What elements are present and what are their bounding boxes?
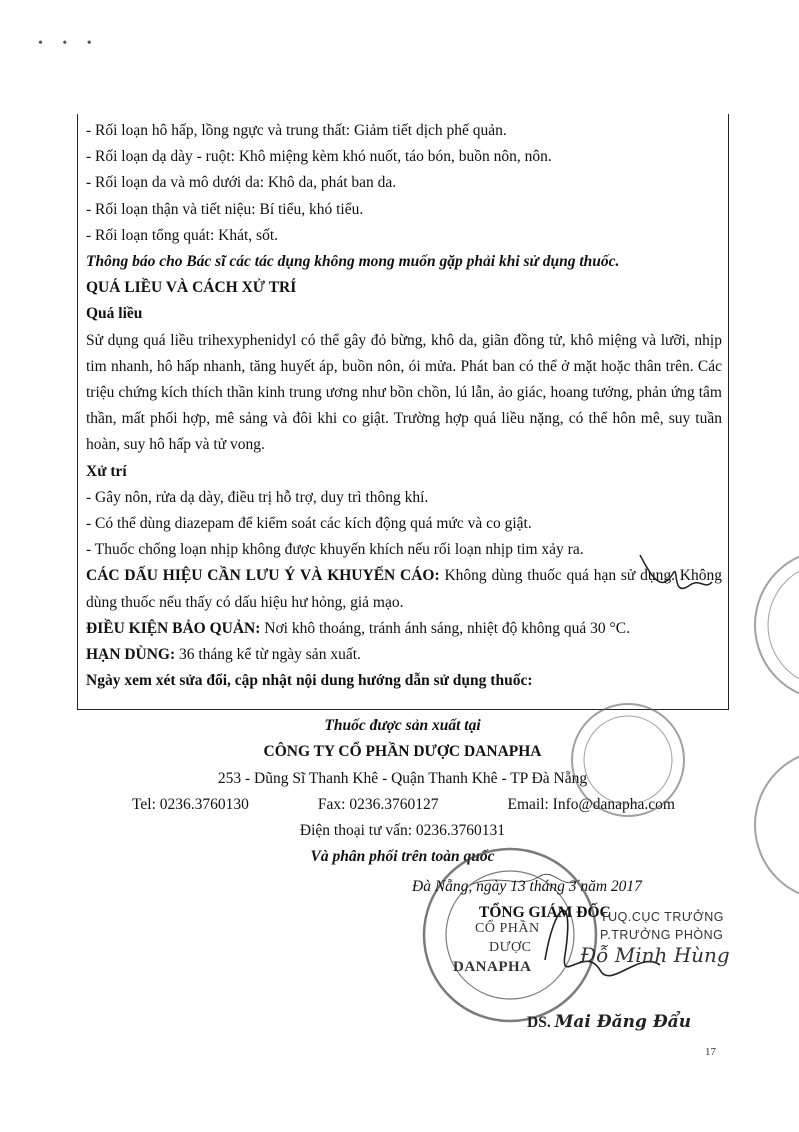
consult-phone: Điện thoại tư vấn: 0236.3760131 — [299, 822, 506, 840]
signing-date: Đà Nẵng, ngày 13 tháng 3 năm 2017 — [412, 878, 642, 895]
revision-line: Ngày xem xét sửa đổi, cập nhật nội dung hướng dẫn sử dụng thuốc: — [86, 672, 533, 690]
stamp-company-line-1: CỔ PHẦN — [475, 921, 540, 936]
management-item: - Gây nôn, rửa dạ dày, điều trị hỗ trợ, duy trì thông khí. — [86, 488, 429, 506]
company-address: 253 - Dũng Sĩ Thanh Khê - Quận Thanh Khê - TP Đà Nẵng — [217, 769, 588, 787]
warnings-label: CÁC DẤU HIỆU CẦN LƯU Ý VÀ KHUYẾN CÁO: — [86, 567, 440, 585]
fax-text: Fax: 0236.3760127 — [317, 795, 439, 813]
edge-stamp-fragment — [755, 550, 799, 900]
warnings-paragraph — [86, 563, 722, 615]
management-item: - Thuốc chống loạn nhịp không được khuyến khích nếu rối loạn nhịp tim xảy ra. — [86, 541, 584, 559]
shelf-life-label: HẠN DÙNG: — [86, 646, 176, 664]
contact-row — [80, 792, 725, 818]
stamp-company-line-3: DANAPHA — [453, 959, 532, 975]
email-text: Email: Info@danapha.com — [507, 795, 675, 813]
side-effect-item: - Rối loạn tổng quát: Khát, sốt. — [86, 226, 279, 244]
side-effect-item: - Rối loạn thận và tiết niệu: Bí tiểu, khó tiểu. — [86, 200, 364, 218]
warnings-text: Không dùng thuốc quá hạn sử dụng. Không dùng thuốc nếu thấy có dấu hiệu hư hỏng, giả mạo. — [86, 567, 722, 611]
stamp-title-1: TUQ.CỤC TRƯỞNG — [600, 910, 724, 924]
company-name: CÔNG TY CỔ PHẦN DƯỢC DANAPHA — [263, 743, 542, 761]
made-by-line: Thuốc được sản xuất tại — [324, 717, 481, 734]
pharmacist-signature-block — [527, 1012, 691, 1032]
director-title: TỔNG GIÁM ĐỐC — [479, 904, 611, 921]
overdose-heading: QUÁ LIỀU VÀ CÁCH XỬ TRÍ — [86, 279, 297, 297]
page-number: 17 — [705, 1046, 716, 1058]
scan-artifact: • • • — [38, 36, 100, 51]
side-effect-item: - Rối loạn da và mô dưới da: Khô da, phát ban da. — [86, 174, 397, 192]
management-subheading: Xử trí — [86, 462, 127, 480]
stamp-signer-name: Đỗ Minh Hùng — [580, 943, 730, 967]
storage-label: ĐIỀU KIỆN BẢO QUẢN: — [86, 619, 261, 637]
side-effect-item: - Rối loạn hô hấp, lồng ngực và trung thất: Giảm tiết dịch phế quản. — [86, 122, 507, 139]
shelf-life-paragraph — [86, 642, 722, 668]
management-item: - Có thể dùng diazepam để kiểm soát các kích động quá mức và co giật. — [86, 515, 532, 533]
leaflet-content — [86, 118, 722, 694]
stamp-title-2: P.TRƯỞNG PHÒNG — [600, 928, 724, 942]
ds-prefix: DS. — [527, 1014, 551, 1031]
overdose-paragraph: Sử dụng quá liều trihexyphenidyl có thể gây đỏ bừng, khô da, giãn đồng tử, khô miệng và lưỡi, nhịp tim nhanh, hô hấp nhanh, tăng huyết áp, buồn nôn, ói mửa. Phát ban có thể ở mặt hoặc thân trên. Các triệu chứng kích thích thần kinh trung ương như bồn chồn, lú lẫn, ảo giác, hoang tưởng, phản ứng tâm thần, mất phối hợp, mê sảng và đôi khi co giật. Trường hợp quá liều nặng, có thể hôn mê, suy tuần hoàn, suy hô hấp và tử vong. — [86, 331, 722, 454]
distribution-line: Và phân phối trên toàn quốc — [310, 848, 495, 866]
overdose-subheading: Quá liều — [86, 305, 143, 323]
notify-doctor-note: Thông báo cho Bác sĩ các tác dụng không mong muốn gặp phải khi sử dụng thuốc. — [86, 253, 620, 271]
manufacturer-footer — [80, 713, 725, 871]
ds-name: Mai Đăng Đẩu — [554, 1012, 692, 1032]
side-effect-item: - Rối loạn dạ dày - ruột: Khô miệng kèm khó nuốt, táo bón, buồn nôn, nôn. — [86, 148, 552, 166]
stamp-company-line-2: DƯỢC — [489, 940, 532, 955]
storage-text: Nơi khô thoáng, tránh ánh sáng, nhiệt độ không quá 30 °C. — [260, 619, 630, 637]
shelf-life-text: 36 tháng kể từ ngày sản xuất. — [175, 646, 361, 664]
storage-paragraph — [86, 616, 722, 642]
tel-text: Tel: 0236.3760130 — [132, 795, 249, 813]
